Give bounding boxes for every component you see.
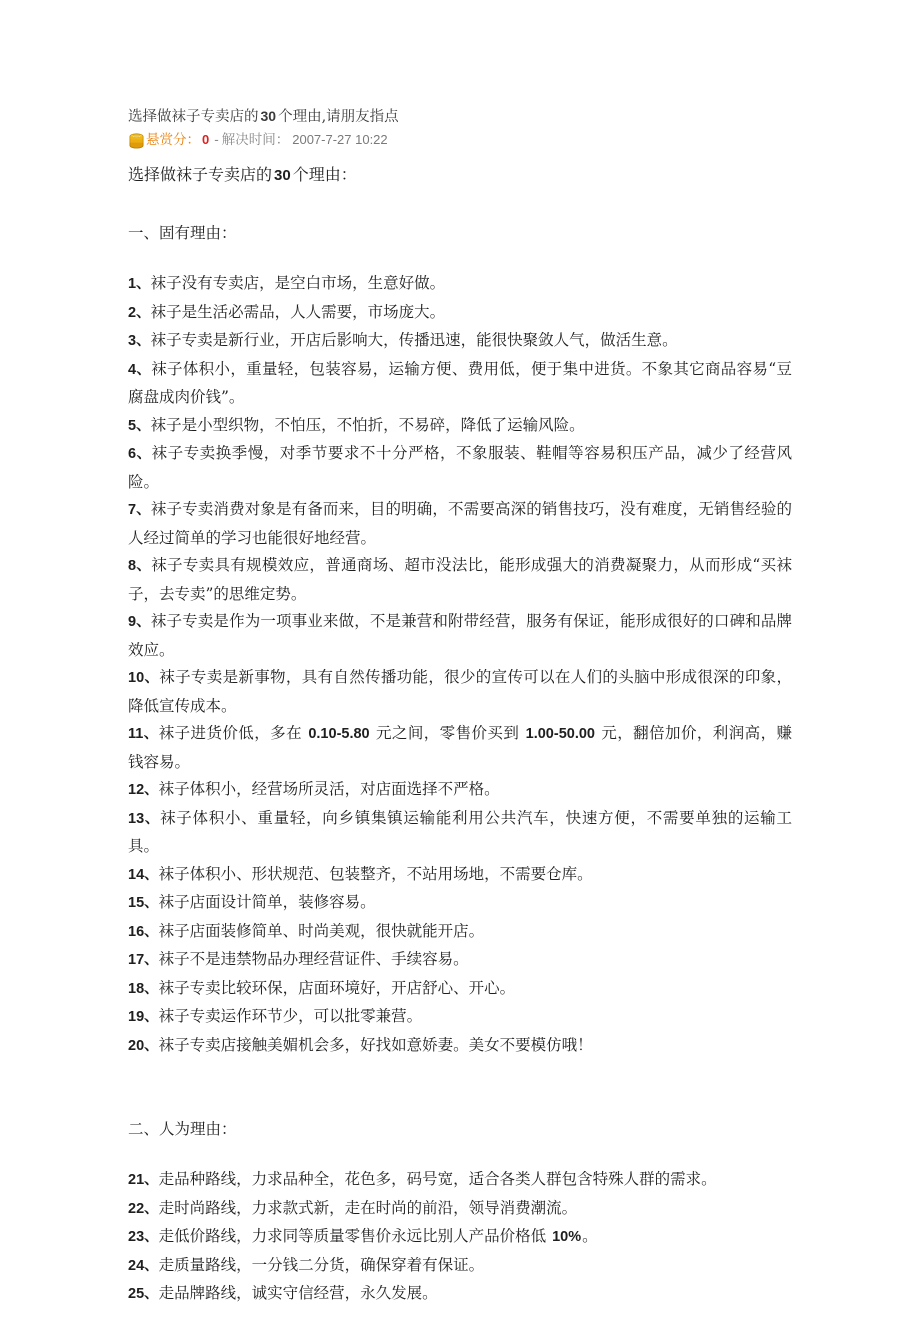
list-item: [128, 412, 792, 441]
list-item: [128, 720, 792, 776]
list-item-text: 袜子店面设计简单，装修容易。: [158, 893, 376, 911]
list-item: [128, 975, 792, 1004]
section-spacer: [128, 1060, 792, 1085]
list-item-index: 14、: [128, 866, 159, 883]
question-title-number: 30: [260, 108, 277, 124]
list-item-index: 20、: [128, 1037, 159, 1054]
list-item-index: 8、: [128, 558, 152, 574]
list-item-index: 9、: [128, 614, 151, 630]
list-item-text: 袜子是生活必需品，人人需要，市场庞大。: [150, 302, 446, 321]
inline-number: 1.00-50.00: [525, 726, 595, 742]
list-item: [128, 1280, 792, 1309]
reason-list: [128, 270, 792, 1060]
list-item: [128, 1223, 792, 1252]
bounty-value: 0: [202, 132, 210, 147]
list-item-index: 12、: [128, 782, 159, 798]
list-item-index: 18、: [128, 980, 159, 997]
list-item: [128, 1252, 792, 1281]
list-item: [128, 776, 792, 805]
list-item-index: 4、: [128, 361, 152, 378]
section-heading: 一、固有理由：: [128, 224, 237, 242]
list-item-index: 3、: [128, 333, 151, 349]
list-item-text: 袜子专卖是新行业，开店后影响大，传播迅速，能很快聚敛人气，做活生意。: [150, 331, 678, 349]
list-item-text: 袜子体积小、形状规范、包装整齐，不站用场地，不需要仓库。: [158, 864, 593, 883]
list-item-text: 袜子体积小、重量轻，向乡镇集镇运输能利用公共汽车，快速方便，不需要单独的运输工具。: [128, 808, 792, 855]
list-item-index: 11、: [128, 726, 159, 742]
list-item: [128, 496, 792, 552]
list-item-text: 袜子店面装修简单、时尚美观，很快就能开店。: [158, 921, 485, 940]
list-item: [128, 1003, 792, 1032]
list-item-text: 袜子专卖换季慢，对季节要求不十分严格，不象服装、鞋帽等容易积压产品，减少了经营风险。: [128, 444, 792, 491]
list-item-text: 袜子专卖运作环节少，可以批零兼营。: [158, 1007, 423, 1025]
document-heading-prefix: 选择做袜子专卖店的: [128, 165, 273, 184]
list-item-index: 22、: [128, 1200, 159, 1217]
document-heading: [128, 162, 792, 189]
list-item-index: 13、: [128, 810, 161, 827]
reason-list: [128, 1166, 792, 1309]
list-item: [128, 889, 792, 918]
list-item-index: 2、: [128, 304, 151, 321]
list-item: [128, 1166, 792, 1195]
list-item-text: 走品种路线，力求品种全，花色多，码号宽，适合各类人群包含特殊人群的需求。: [158, 1170, 717, 1188]
bounty-label: 悬赏分：: [146, 132, 200, 148]
question-title-prefix: 选择做袜子专卖店的: [128, 109, 259, 125]
list-item: [128, 608, 792, 664]
list-item: [128, 1032, 792, 1061]
list-item-index: 6、: [128, 446, 152, 462]
list-item-index: 19、: [128, 1009, 159, 1025]
document-content: [128, 106, 792, 1334]
list-item: [128, 440, 792, 496]
list-item-index: 23、: [128, 1229, 159, 1245]
inline-number: 0.10-5.80: [308, 726, 370, 742]
list-item: [128, 1195, 792, 1224]
document-sections: [128, 220, 792, 1334]
meta-separator: -: [214, 132, 219, 147]
list-item-text: 走时尚路线，力求款式新，走在时尚的前沿，领导消费潮流。: [158, 1198, 578, 1217]
list-item: [128, 805, 792, 861]
list-item-text: 袜子进货价低，多在: [158, 724, 308, 742]
solved-time-value: 2007-7-27 10:22: [292, 132, 388, 147]
coin-stack-icon: [128, 133, 145, 149]
list-item-text: 元，翻倍加价，利润高，赚钱容易。: [128, 724, 792, 771]
document-heading-suffix: 个理由：: [292, 165, 357, 184]
inline-number: 10%: [552, 1229, 582, 1245]
list-item: [128, 552, 792, 608]
question-title-suffix: 个理由,请朋友指点: [278, 109, 399, 125]
list-item-index: 24、: [128, 1257, 159, 1274]
list-item: [128, 270, 792, 299]
list-item-index: 21、: [128, 1172, 159, 1188]
section-heading: 二、人为理由：: [128, 1120, 237, 1138]
list-item-text: 袜子专卖消费对象是有备而来，目的明确，不需要高深的销售技巧，没有难度，无销售经验的人经过简单的学习也能很好地经营。: [128, 500, 792, 547]
solved-time-label: 解决时间：: [221, 132, 290, 148]
list-item: [128, 356, 792, 412]
list-item-index: 17、: [128, 952, 159, 968]
list-item-text: 袜子不是违禁物品办理经营证件、手续容易。: [158, 950, 469, 968]
list-item-index: 25、: [128, 1286, 159, 1302]
list-item-text: 袜子是小型织物，不怕压，不怕折，不易碎，降低了运输风险。: [150, 415, 585, 434]
list-item-text: 袜子专卖是作为一项事业来做，不是兼营和附带经营，服务有保证，能形成很好的口碑和品牌效应。: [128, 612, 792, 659]
list-item-index: 10、: [128, 670, 160, 686]
list-item: [128, 918, 792, 947]
list-item-text: 元之间，零售价买到: [370, 724, 525, 742]
question-title[interactable]: [128, 106, 792, 127]
list-item-index: 1、: [128, 276, 151, 292]
list-item-text: 。: [582, 1227, 598, 1245]
list-item: [128, 946, 792, 975]
list-item-text: 袜子专卖比较环保，店面环境好，开店舒心、开心。: [158, 978, 516, 997]
list-item-text: 走品牌路线，诚实守信经营，永久发展。: [158, 1284, 438, 1302]
list-item-text: 走低价路线，力求同等质量零售价永远比别人产品价格低: [158, 1227, 552, 1245]
list-item-index: 5、: [128, 417, 151, 434]
list-item: [128, 861, 792, 890]
question-meta-bar: [128, 130, 792, 150]
list-item: [128, 299, 792, 328]
list-item-text: 袜子专卖是新事物，具有自然传播功能，很少的宣传可以在人们的头脑中形成很深的印象，降低宣传成本。: [128, 668, 792, 715]
list-item-index: 16、: [128, 923, 159, 940]
list-item-text: 走质量路线，一分钱二分货，确保穿着有保证。: [158, 1255, 485, 1274]
list-item-index: 7、: [128, 502, 151, 518]
list-item-text: 袜子专卖店接触美媚机会多，好找如意娇妻。美女不要模仿哦！: [158, 1035, 593, 1054]
section-spacer: [128, 1309, 792, 1334]
document-heading-number: 30: [274, 167, 291, 184]
list-item-text: 袜子体积小，重量轻，包装容易，运输方便、费用低，便于集中进货。不象其它商品容易“豆腐盘成肉价钱”。: [128, 359, 792, 406]
list-item: [128, 664, 792, 720]
list-item-text: 袜子没有专卖店，是空白市场，生意好做。: [150, 274, 446, 292]
list-item: [128, 327, 792, 356]
list-item-index: 15、: [128, 895, 159, 911]
list-item-text: 袜子体积小，经营场所灵活，对店面选择不严格。: [158, 780, 500, 798]
list-item-text: 袜子专卖具有规模效应，普通商场、超市没法比，能形成强大的消费凝聚力，从而形成“买袜子，去专卖”的思维定势。: [128, 556, 792, 603]
